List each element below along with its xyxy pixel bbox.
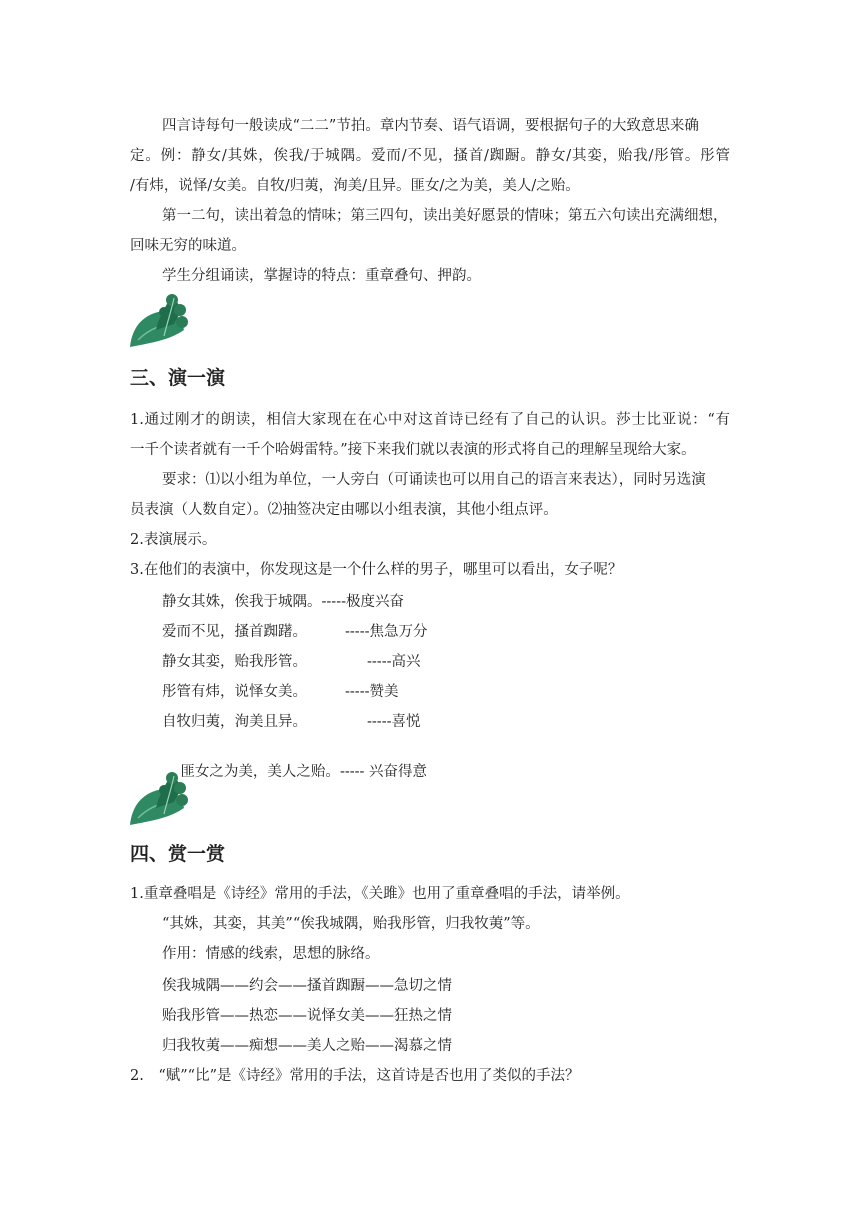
section4-effect: 作用：情感的线索，思想的脉络。 (162, 946, 380, 962)
verse-line (162, 652, 421, 672)
para3: 学生分组诵读，掌握诗的特点：重章叠句、押韵。 (162, 268, 481, 284)
verse-emotion: 极度兴奋 (346, 594, 404, 610)
para2-line1: 第一二句，读出着急的情味；第三四句，读出美好愿景的情味；第五六句读出充满细想， (162, 208, 728, 224)
verse-line (162, 712, 421, 732)
verse-dash: ----- (367, 654, 392, 670)
verse-text: 彤管有炜，说怿女美。 (162, 684, 307, 700)
section4-item2: 2. “赋”“比”是《诗经》常用的手法，这首诗是否也用了类似的手法？ (130, 1068, 580, 1084)
section3-item1-line1: 1.通过刚才的朗读，相信大家现在在心中对这首诗已经有了自己的认识。莎士比亚说：“有 (130, 412, 730, 428)
verse-dash: ----- (367, 714, 392, 730)
para1-line2: 定。例：静女/其姝，俟我/于城隅。爱而/不见，搔首/踟蹰。静女/其娈，贻我/彤管。彤管 (130, 148, 730, 164)
verse-dash: ----- (345, 684, 370, 700)
verse-line (162, 742, 427, 802)
para1-line3: /有炜，说怿/女美。自牧/归荑，洵美/且异。匪女/之为美，美人/之贻。 (130, 178, 580, 194)
verse-dash: ----- (321, 594, 346, 610)
verse-line (162, 622, 428, 642)
verse-emotion: 赞美 (369, 684, 399, 700)
section4-chain: 贻我彤管——热恋——说怿女美——狂热之情 (162, 1008, 452, 1024)
verse-emotion: 高兴 (391, 654, 421, 670)
verse-emotion: 兴奋得意 (369, 764, 428, 780)
verse-dash: ----- (339, 764, 370, 780)
verse-text: 自牧归荑，洵美且异。 (162, 714, 307, 730)
section4-item1: 1.重章叠唱是《诗经》常用的手法，《关雎》也用了重章叠唱的手法，请举例。 (130, 886, 630, 902)
section3-requirement-line2: 员表演（人数自定）。⑵抽签决定由哪以小组表演，其他小组点评。 (130, 502, 558, 518)
section4-chain: 归我牧荑——痴想——美人之贻——渴慕之情 (162, 1038, 452, 1054)
verse-text: 静女其娈，贻我彤管。 (162, 654, 307, 670)
verse-dash: ----- (345, 624, 370, 640)
section3-item2: 2.表演展示。 (130, 532, 217, 548)
leaf-decoration-icon (128, 768, 188, 826)
section3-item3: 3.在他们的表演中，你发现这是一个什么样的男子，哪里可以看出，女子呢？ (130, 562, 623, 578)
verse-line (162, 592, 404, 612)
verse-emotion: 喜悦 (391, 714, 421, 730)
section4-chain: 俟我城隅——约会——搔首踟蹰——急切之情 (162, 978, 452, 994)
verse-text: 静女其姝，俟我于城隅。 (162, 594, 322, 610)
section4-title: 四、赏一赏 (130, 843, 226, 865)
verse-line (162, 682, 399, 702)
section4-example: “其姝，其娈，其美”“俟我城隅，贻我彤管，归我牧荑”等。 (162, 916, 540, 932)
section3-item1-line2: 一千个读者就有一千个哈姆雷特。”接下来我们就以表演的形式将自己的理解呈现给大家。 (130, 442, 696, 458)
verse-text: 匪女之为美，美人之贻。 (180, 764, 340, 780)
para2-line2: 回味无穷的味道。 (130, 238, 246, 254)
leaf-decoration-icon (128, 290, 188, 348)
verse-text: 爱而不见，搔首踟躇。 (162, 624, 307, 640)
verse-emotion: 焦急万分 (369, 624, 428, 640)
para1-line1: 四言诗每句一般读成“二二”节拍。章内节奏、语气语调，要根据句子的大致意思来确 (162, 118, 699, 134)
section3-requirement-line1: 要求：⑴以小组为单位，一人旁白（可诵读也可以用自己的语言来表达），同时另选演 (162, 472, 706, 488)
section3-title: 三、演一演 (130, 367, 226, 389)
